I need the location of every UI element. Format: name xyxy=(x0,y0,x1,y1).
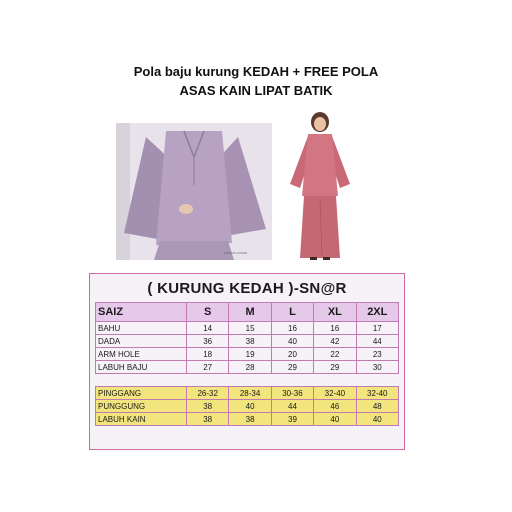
header-size: M xyxy=(229,303,271,322)
table-cell: 28-34 xyxy=(229,387,271,400)
table-cell: 19 xyxy=(229,348,271,361)
table-cell: 16 xyxy=(314,322,356,335)
page-subtitle: ASAS KAIN LIPAT BATIK xyxy=(179,83,333,98)
table-cell: 44 xyxy=(356,335,398,348)
table-row xyxy=(96,413,399,426)
table-cell: 15 xyxy=(229,322,271,335)
table-cell: 16 xyxy=(271,322,313,335)
table-cell: 39 xyxy=(271,413,313,426)
table-cell: 36 xyxy=(187,335,229,348)
table-cell: 29 xyxy=(314,361,356,374)
table-cell: 40 xyxy=(229,400,271,413)
table-cell: 40 xyxy=(356,413,398,426)
table-cell: 14 xyxy=(187,322,229,335)
product-photo-pink-kurung xyxy=(284,112,356,262)
table-cell: 38 xyxy=(229,335,271,348)
size-table xyxy=(95,302,399,426)
header-label: SAIZ xyxy=(96,303,187,322)
table-cell: 46 xyxy=(314,400,356,413)
row-label: LABUH BAJU xyxy=(96,361,187,374)
size-table-header xyxy=(96,303,399,322)
table-cell: 22 xyxy=(314,348,356,361)
table-cell: 30 xyxy=(356,361,398,374)
table-cell: 27 xyxy=(187,361,229,374)
table-cell: 40 xyxy=(271,335,313,348)
table-cell: 38 xyxy=(187,400,229,413)
row-label: DADA xyxy=(96,335,187,348)
header-size: 2XL xyxy=(356,303,398,322)
header-size: S xyxy=(187,303,229,322)
row-label: BAHU xyxy=(96,322,187,335)
header-size: XL xyxy=(314,303,356,322)
table-row xyxy=(96,335,399,348)
table-row xyxy=(96,387,399,400)
table-cell: 32-40 xyxy=(356,387,398,400)
table-cell: 48 xyxy=(356,400,398,413)
table-cell: 40 xyxy=(314,413,356,426)
table-cell: 32-40 xyxy=(314,387,356,400)
table-cell: 38 xyxy=(229,413,271,426)
table-cell: 18 xyxy=(187,348,229,361)
table-row xyxy=(96,400,399,413)
header-size: L xyxy=(271,303,313,322)
table-cell: 20 xyxy=(271,348,313,361)
row-label: PINGGANG xyxy=(96,387,187,400)
table-row xyxy=(96,322,399,335)
table-cell: 30-36 xyxy=(271,387,313,400)
row-label: LABUH KAIN xyxy=(96,413,187,426)
size-chart-title: ( KURUNG KEDAH )-SN@R xyxy=(147,280,347,297)
table-cell: 44 xyxy=(271,400,313,413)
table-cell: 17 xyxy=(356,322,398,335)
page-title: Pola baju kurung KEDAH + FREE POLA xyxy=(133,64,379,79)
photo-caption: CIANTIK FOSSIL xyxy=(224,251,248,255)
product-photo-purple-kurung xyxy=(116,123,272,260)
table-cell: 26-32 xyxy=(187,387,229,400)
table-spacer xyxy=(96,374,399,387)
table-row xyxy=(96,348,399,361)
row-label: PUNGGUNG xyxy=(96,400,187,413)
row-label: ARM HOLE xyxy=(96,348,187,361)
table-cell: 23 xyxy=(356,348,398,361)
table-row xyxy=(96,361,399,374)
table-cell: 29 xyxy=(271,361,313,374)
table-cell: 38 xyxy=(187,413,229,426)
table-cell: 42 xyxy=(314,335,356,348)
table-cell: 28 xyxy=(229,361,271,374)
size-chart xyxy=(89,273,405,450)
